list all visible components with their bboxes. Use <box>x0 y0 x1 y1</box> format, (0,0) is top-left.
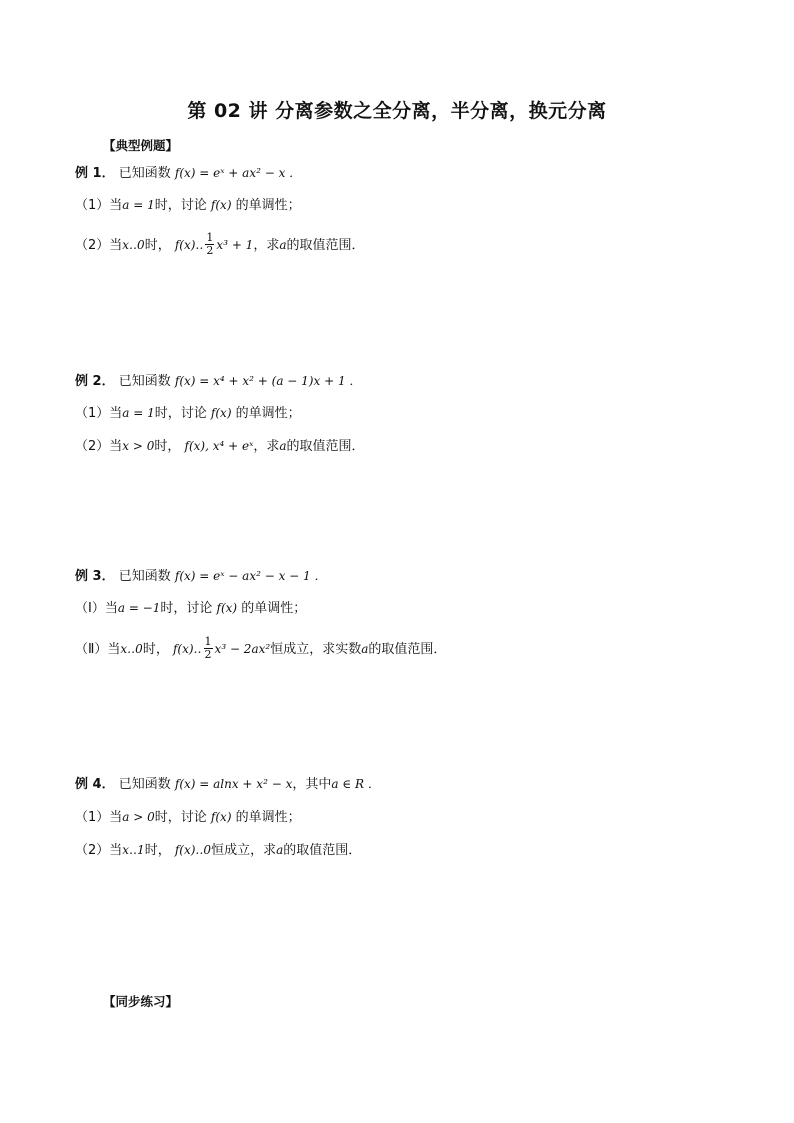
fraction: $\frac{1}{2}$ <box>204 635 212 661</box>
example-3-question-2: （Ⅱ）当x‥0时， f(x)‥ $\frac{1}{2}$ x³ − 2ax²恒成立，求实数a的取值范围． <box>75 635 447 661</box>
example-label: 例 3． <box>75 569 115 584</box>
example-3-stem: 例 3． 已知函数 f(x) = eˣ − ax² − x − 1 ． <box>75 569 327 584</box>
fraction: $\frac{1}{2}$ <box>206 231 214 257</box>
math-expression: f(x) = alnx + x² − x <box>174 777 293 791</box>
page-title: 第 02 讲 分离参数之全分离，半分离，换元分离 <box>187 100 607 122</box>
example-label: 例 4． <box>75 777 115 792</box>
example-4-question-2: （2）当x‥1时， f(x)‥0恒成立，求a的取值范围． <box>75 843 362 858</box>
math-expression: f(x) = eˣ + ax² − x ． <box>174 166 302 180</box>
math-expression: f(x) = eˣ − ax² − x − 1 ． <box>174 569 327 583</box>
example-label: 例 2． <box>75 374 115 389</box>
example-1-stem: 例 1． 已知函数 f(x) = eˣ + ax² − x ． <box>75 166 302 181</box>
example-2-stem: 例 2． 已知函数 f(x) = x⁴ + x² + (a − 1)x + 1 ． <box>75 374 362 389</box>
section-header-examples: 【典型例题】 <box>103 138 179 153</box>
example-1-question-2: （2）当x‥0时， f(x)‥ $\frac{1}{2}$ x³ + 1，求a的取值范围． <box>75 231 365 257</box>
example-3-question-1: （Ⅰ）当a = −1时，讨论 f(x) 的单调性； <box>75 601 307 616</box>
example-4-stem: 例 4． 已知函数 f(x) = alnx + x² − x，其中a ∈ R ． <box>75 777 380 792</box>
example-1-question-1: （1）当a = 1时，讨论 f(x) 的单调性； <box>75 198 301 213</box>
math-expression: f(x) = x⁴ + x² + (a − 1)x + 1 ． <box>174 374 362 388</box>
example-label: 例 1． <box>75 166 115 181</box>
example-2-question-2: （2）当x > 0时， f(x), x⁴ + eˣ，求a的取值范围． <box>75 439 365 454</box>
example-4-question-1: （1）当a > 0时，讨论 f(x) 的单调性； <box>75 810 301 825</box>
section-header-practice: 【同步练习】 <box>103 994 179 1009</box>
example-2-question-1: （1）当a = 1时，讨论 f(x) 的单调性； <box>75 406 301 421</box>
